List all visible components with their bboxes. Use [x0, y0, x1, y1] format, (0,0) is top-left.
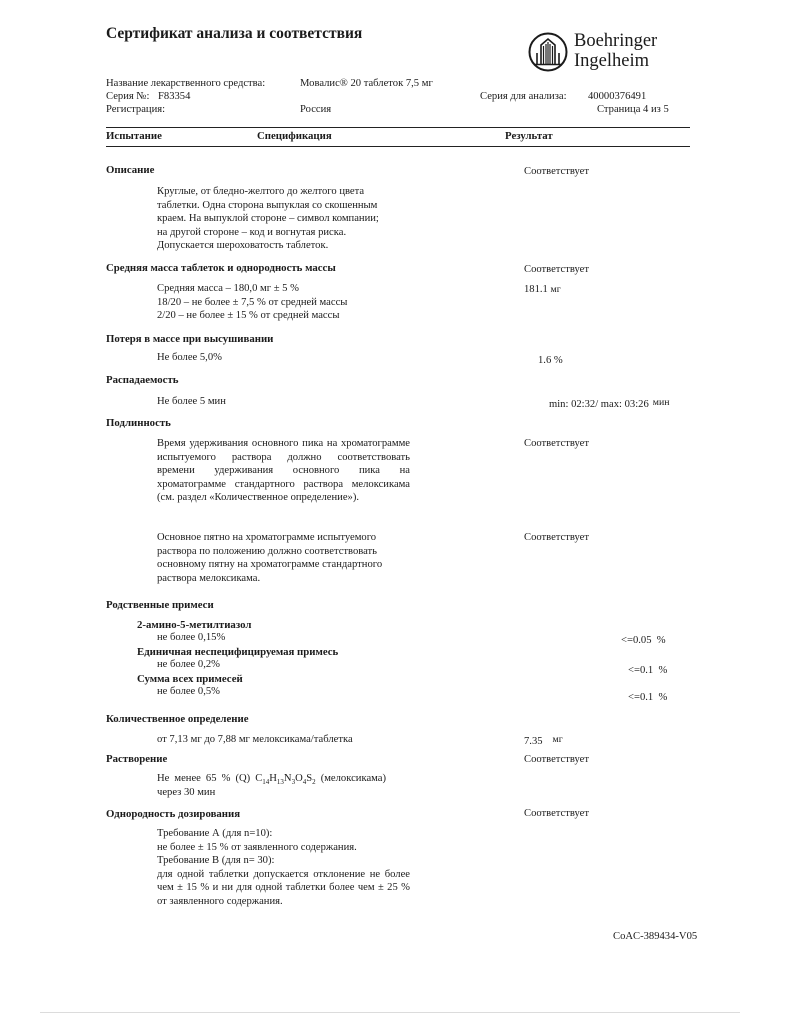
disintegration-result: [549, 399, 669, 410]
impurity-name: Сумма всех примесей: [137, 673, 243, 685]
uniformity-result: Соответствует: [524, 808, 590, 819]
page-number: Страница 4 из 5: [597, 104, 669, 115]
identity-line: раствора мелоксикама.: [157, 572, 261, 584]
dissolution-spec-a: Не менее 65 % (Q) C: [157, 773, 263, 784]
section-drying-title: Потеря в массе при высушивании: [106, 333, 274, 345]
section-identity-title: Подлинность: [106, 417, 171, 429]
section-description-title: Описание: [106, 164, 155, 176]
header-rule: [106, 146, 690, 147]
uniformity-req-b-text: для одной таблетки допускается отклонение не более чем ± 15 % и ни для одной таблетки более чем ± 25 % от заявленного содержания.: [157, 868, 410, 907]
identity-spec-1: Время удерживания основного пика на хроматограмме испытуемого раствора должно соответствовать времени удерживания основного пика на хроматограмме стандартного раствора мелоксикама (см. раздел «Количественное определение»).: [157, 438, 410, 504]
series-value: F83354: [158, 91, 191, 102]
formula-sub-o: 4: [302, 778, 307, 787]
section-assay-title: Количественное определение: [106, 713, 249, 725]
mass-number: 181.1: [524, 284, 548, 295]
assay-unit: мг: [552, 734, 563, 745]
formula-h: H: [269, 773, 277, 784]
description-result: Соответствует: [524, 166, 590, 177]
company-logo: [528, 31, 678, 75]
drug-value: Мовалис® 20 таблеток 7,5 мг: [300, 78, 433, 89]
column-specification: Спецификация: [257, 130, 332, 142]
top-rule: [106, 127, 690, 128]
assay-value: [524, 736, 563, 747]
uniformity-spec: [157, 827, 410, 909]
impurity-result: <=0.1 %: [628, 665, 668, 676]
description-line: Допускается шероховатость таблеток.: [157, 240, 329, 252]
description-line: краем. На выпуклой стороне – символ компании;: [157, 213, 379, 225]
uniformity-req-b: Требование В (для n= 30):: [157, 855, 275, 867]
formula-n: N: [283, 773, 292, 784]
identity-line: раствора по положению должно соответствовать: [157, 545, 378, 557]
assay-spec: от 7,13 мг до 7,88 мг мелоксикама/таблетка: [157, 734, 353, 745]
analysis-series-label: Серия для анализа:: [480, 91, 567, 102]
drying-spec: Не более 5,0%: [157, 352, 222, 363]
section-disintegration-title: Распадаемость: [106, 374, 179, 386]
identity-result-2: Соответствует: [524, 532, 590, 543]
assay-number: 7.35: [524, 736, 543, 747]
section-impurities-title: Родственные примеси: [106, 599, 214, 611]
disintegration-value: min: 02:32/ max: 03:26: [549, 399, 649, 410]
formula-o: O: [295, 773, 303, 784]
impurity-limit: не более 0,15%: [157, 632, 226, 643]
mass-line: Средняя масса – 180,0 мг ± 5 %: [157, 283, 299, 294]
formula-sub-c: 14: [262, 778, 270, 787]
mass-spec: [157, 282, 410, 323]
formula-sub-n: 3: [291, 778, 296, 787]
section-mass-title: Средняя масса таблеток и однородность массы: [106, 262, 336, 274]
section-uniformity-title: Однородность дозирования: [106, 808, 241, 820]
formula-sub-s: 2: [312, 778, 316, 787]
logo-text-line1: Boehringer: [574, 31, 658, 51]
impurity-name: 2-амино-5-метилтиазол: [137, 619, 252, 631]
drug-label: Название лекарственного средства:: [106, 78, 266, 89]
identity-line: Основное пятно на хроматограмме испытуемого: [157, 532, 377, 543]
mass-line: 18/20 – не более ± 7,5 % от средней массы: [157, 296, 348, 308]
impurity-limit: не более 0,2%: [157, 659, 220, 670]
formula-sub-h: 13: [276, 778, 284, 787]
uniformity-req-a-text: не более ± 15 % от заявленного содержания.: [157, 841, 357, 853]
description-line: Круглые, от бледно-желтого до желтого цвета: [157, 186, 365, 197]
uniformity-req-a: Требование А (для n=10):: [157, 828, 273, 839]
dissolution-result: Соответствует: [524, 754, 590, 765]
impurity-name: Единичная неспецифицируемая примесь: [137, 646, 339, 658]
series-label: Серия №:: [106, 91, 150, 102]
analysis-series-value: 40000376491: [588, 91, 647, 102]
dissolution-spec-b: (мелоксикама): [315, 773, 387, 784]
dissolution-spec-c: через 30 мин: [157, 787, 216, 798]
logo-text-line2: Ingelheim: [574, 51, 650, 71]
registration-value: Россия: [300, 104, 332, 115]
column-result: Результат: [505, 130, 553, 142]
identity-spec-2: [157, 531, 410, 585]
identity-result-1: Соответствует: [524, 438, 590, 449]
building-icon: [528, 31, 570, 73]
drying-result: 1.6 %: [538, 355, 563, 366]
description-spec: [157, 185, 410, 253]
mass-line: 2/20 – не более ± 15 % от средней массы: [157, 310, 340, 322]
registration-label: Регистрация:: [106, 104, 166, 115]
document-code: CoAC-389434-V05: [613, 931, 698, 942]
bottom-edge-line: [40, 1012, 740, 1013]
impurity-result: <=0.1 %: [628, 692, 668, 703]
dissolution-spec: [157, 773, 410, 786]
formula-s: S: [306, 773, 313, 784]
disintegration-spec: Не более 5 мин: [157, 396, 226, 407]
impurity-result: <=0.05 %: [621, 635, 666, 646]
mass-value: [524, 284, 561, 295]
column-test: Испытание: [106, 130, 162, 142]
identity-line: основному пятну на хроматограмме стандартного: [157, 559, 383, 571]
mass-result: Соответствует: [524, 264, 590, 275]
impurity-limit: не более 0,5%: [157, 686, 220, 697]
section-dissolution-title: Растворение: [106, 753, 168, 765]
mass-unit: мг: [550, 284, 561, 295]
description-line: таблетки. Одна сторона выпуклая со скошенным: [157, 199, 378, 211]
description-line: на другой стороне – код и вогнутая риска.: [157, 226, 347, 238]
page-title: Сертификат анализа и соответствия: [106, 25, 363, 42]
disintegration-unit: мин: [652, 397, 670, 408]
